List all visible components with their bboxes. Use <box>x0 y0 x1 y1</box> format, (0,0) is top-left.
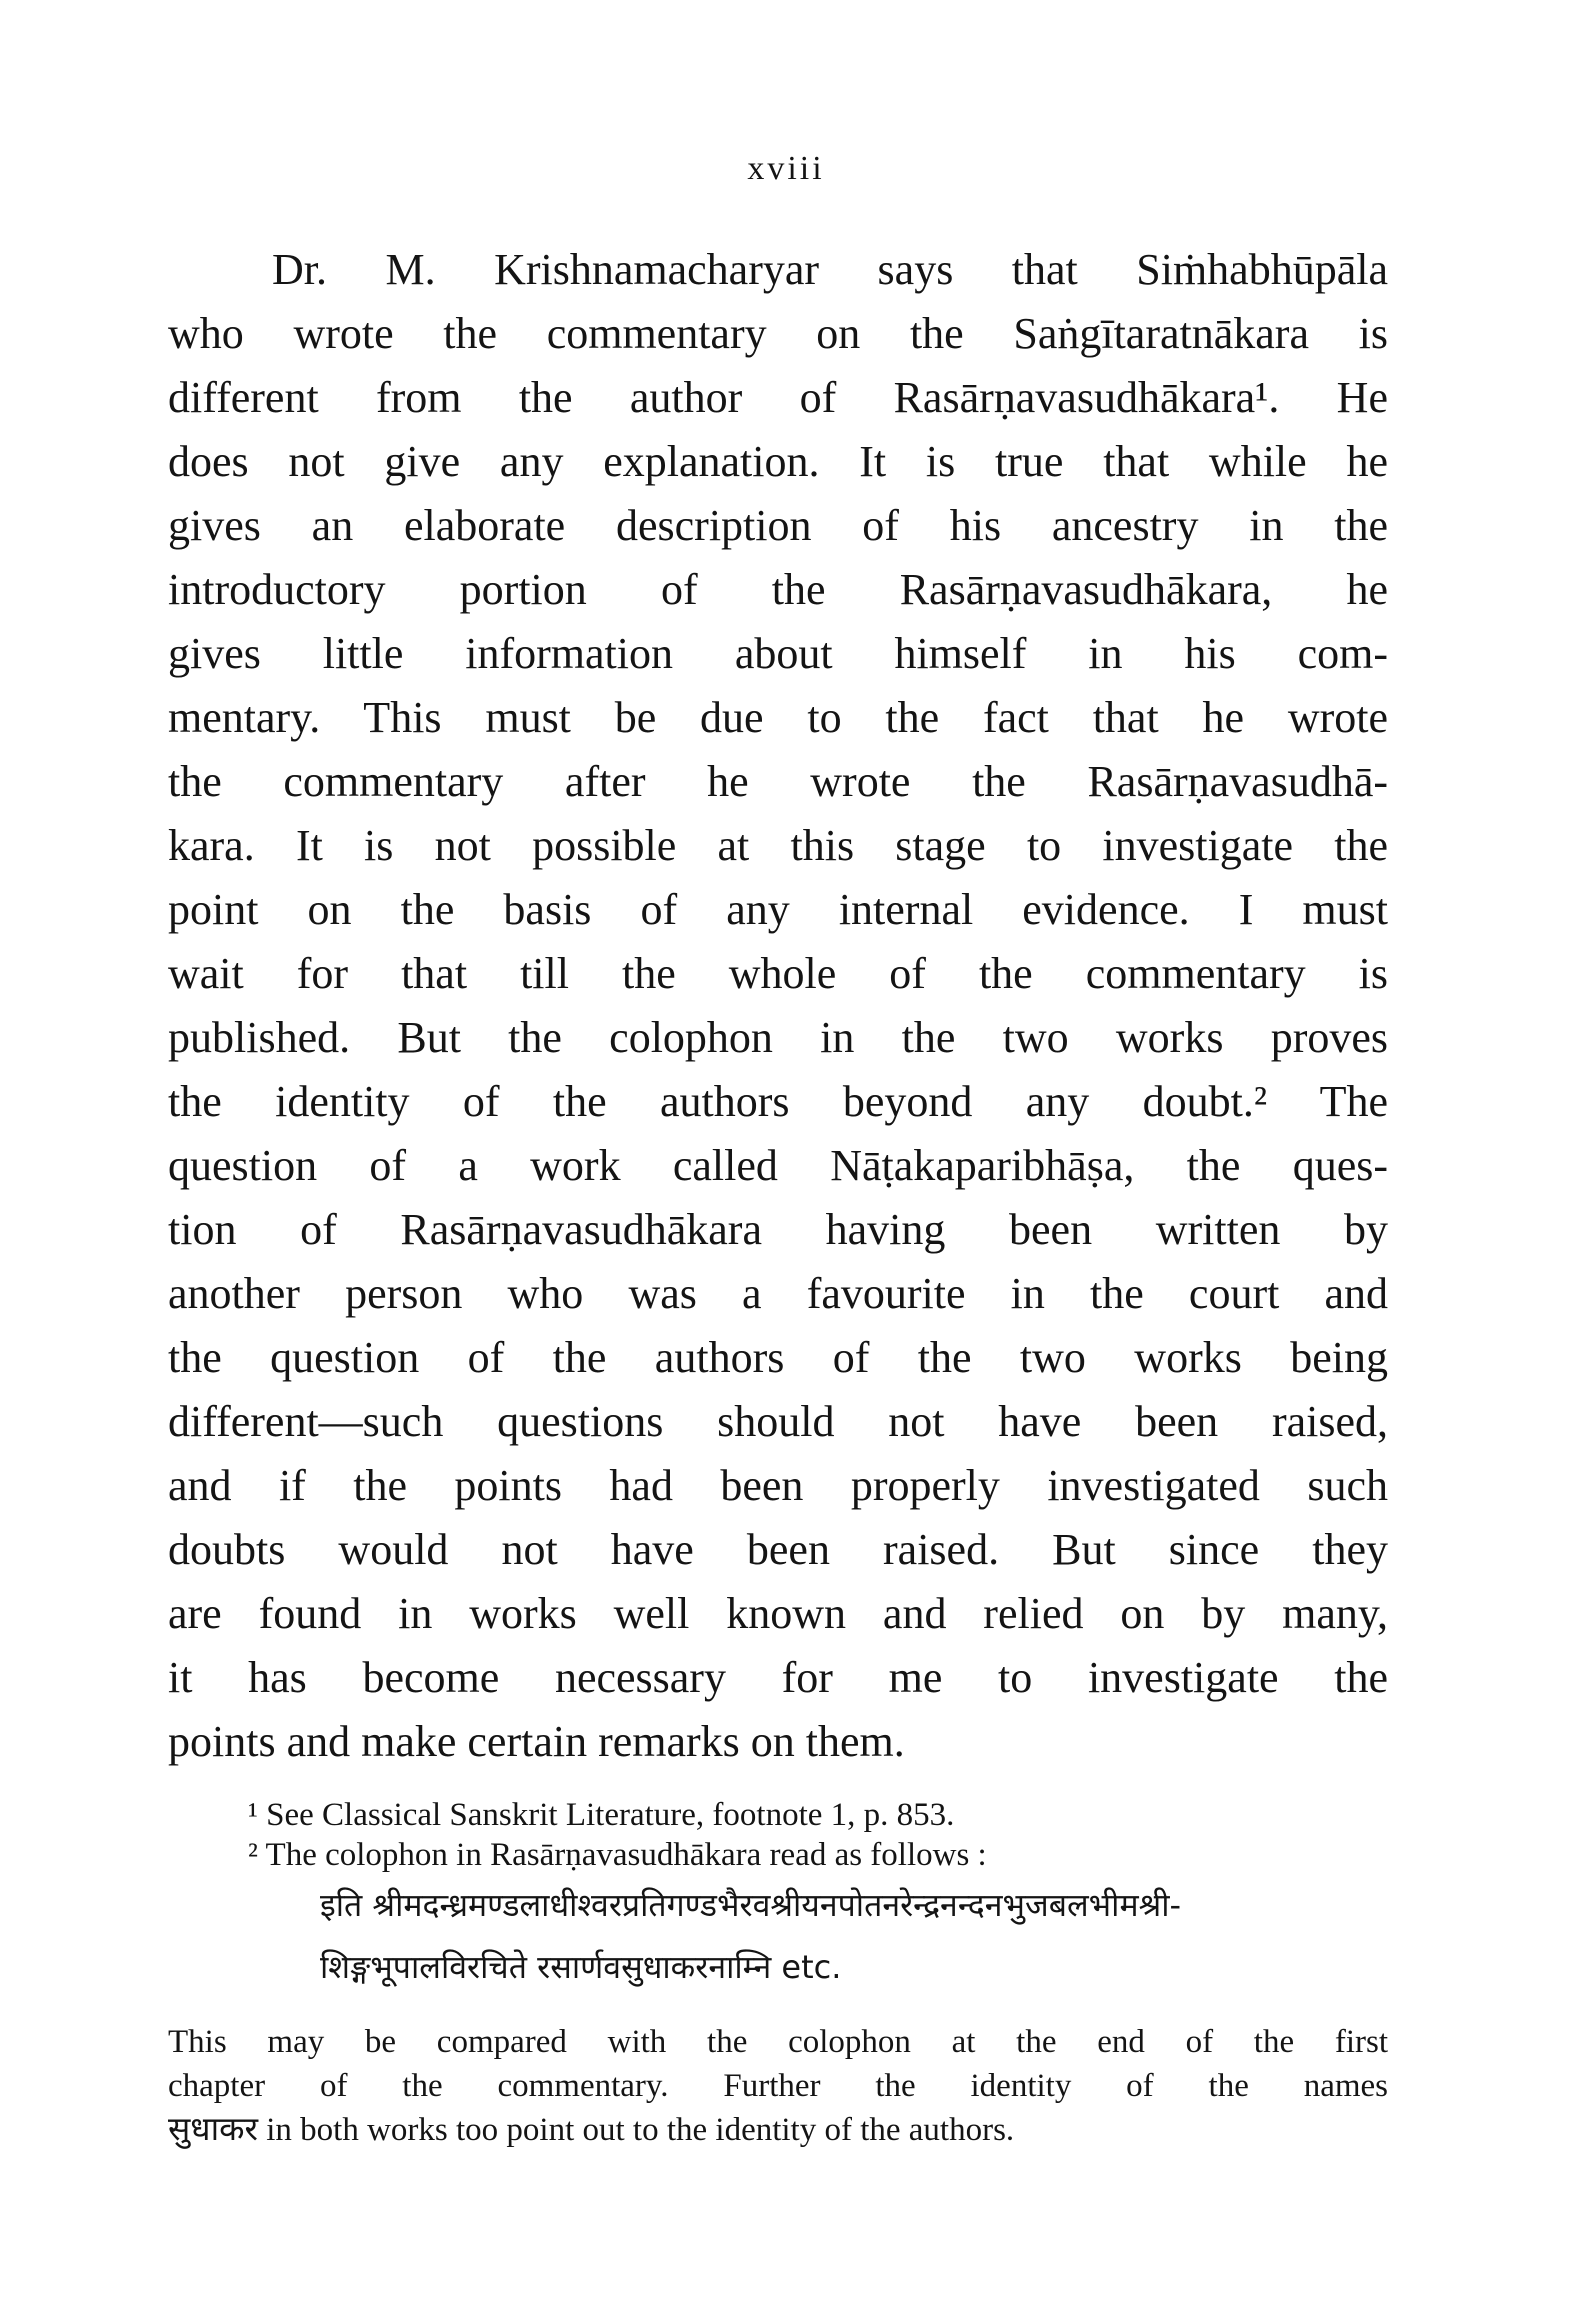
closing-line: सुधाकर in both works too point out to the identity of the authors. <box>168 2112 1015 2148</box>
text-line: another person who was a favourite in the court and <box>168 1269 1388 1318</box>
footnote-2: ² The colophon in Rasārṇavasudhākara read as follows : <box>248 1837 987 1873</box>
sanskrit-colophon-line: शिङ्गभूपालविरचिते रसार्णवसुधाकरनाम्नि etc. <box>320 1948 842 1986</box>
text-line: the question of the authors of the two works being <box>168 1333 1388 1382</box>
main-paragraph <box>168 238 1388 1774</box>
text-line: published. But the colophon in the two works proves <box>168 1013 1388 1062</box>
text-line: it has become necessary for me to investigate the <box>168 1653 1388 1702</box>
text-line: are found in works well known and relied on by many, <box>168 1589 1388 1638</box>
text-line: and if the points had been properly investigated such <box>168 1461 1388 1510</box>
text-line: gives little information about himself in his com- <box>168 629 1388 678</box>
closing-note <box>168 2020 1388 2152</box>
closing-line: This may be compared with the colophon at the end of the first <box>168 2024 1388 2060</box>
text-line: question of a work called Nāṭakaparibhāṣa, the ques- <box>168 1141 1388 1190</box>
text-line: kara. It is not possible at this stage to investigate the <box>168 821 1388 870</box>
footnotes <box>248 1795 1328 1875</box>
text-line: the commentary after he wrote the Rasārṇavasudhā- <box>168 757 1388 806</box>
text-line: introductory portion of the Rasārṇavasudhākara, he <box>168 565 1388 614</box>
text-line: Dr. M. Krishnamacharyar says that Siṁhabhūpāla <box>272 245 1388 294</box>
text-line: point on the basis of any internal evidence. I must <box>168 885 1388 934</box>
page-number: xviii <box>747 150 825 187</box>
text-line: does not give any explanation. It is true that while he <box>168 437 1388 486</box>
closing-line: chapter of the commentary. Further the identity of the names <box>168 2068 1388 2104</box>
sanskrit-colophon-line: इति श्रीमदन्ध्रमण्डलाधीश्वरप्रतिगण्डभैरवश्रीयनपोतनरेन्द्रनन्दनभुजबलभीमश्री- <box>320 1886 1182 1924</box>
text-line: different from the author of Rasārṇavasudhākara¹. He <box>168 373 1388 422</box>
text-line: wait for that till the whole of the commentary is <box>168 949 1388 998</box>
text-line: different—such questions should not have been raised, <box>168 1397 1388 1446</box>
footnote-1: ¹ See Classical Sanskrit Literature, footnote 1, p. 853. <box>248 1797 955 1833</box>
text-line: mentary. This must be due to the fact that he wrote <box>168 693 1388 742</box>
text-line: points and make certain remarks on them. <box>168 1717 905 1766</box>
text-line: tion of Rasārṇavasudhākara having been written by <box>168 1205 1388 1254</box>
text-line: doubts would not have been raised. But since they <box>168 1525 1388 1574</box>
text-line: who wrote the commentary on the Saṅgītaratnākara is <box>168 309 1388 358</box>
text-line: the identity of the authors beyond any doubt.² The <box>168 1077 1388 1126</box>
text-line: gives an elaborate description of his ancestry in the <box>168 501 1388 550</box>
